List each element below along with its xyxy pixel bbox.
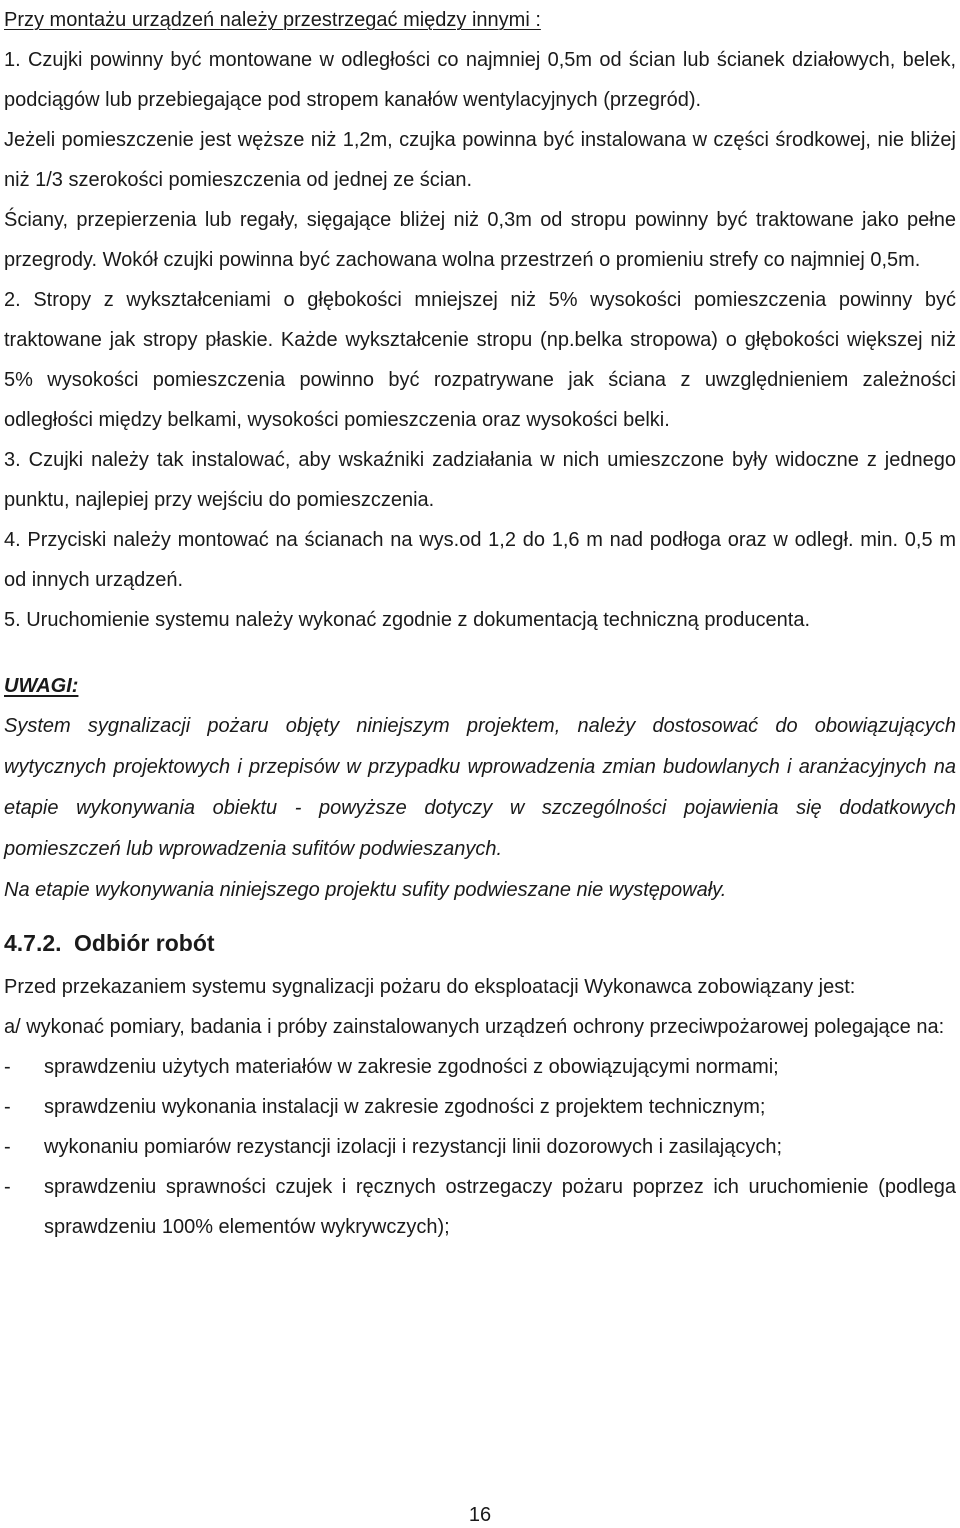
document-page [4,0,956,1247]
section-number: 4.7.2. [4,930,62,956]
list-item-text: sprawdzeniu użytych materiałów w zakresie zgodności z obowiązującymi normami; [44,1056,779,1078]
list-item [4,1047,956,1087]
check-list [4,1047,956,1247]
list-item [4,1167,956,1247]
list-marker: - [4,1056,11,1078]
intro-line: Przy montażu urządzeń należy przestrzegać między innymi : [4,9,541,31]
section-intro: Przed przekazaniem systemu sygnalizacji pożaru do eksploatacji Wykonawca zobowiązany jest: [4,976,856,998]
list-item [4,1127,956,1167]
paragraph-4: 4. Przyciski należy montować na ścianach na wys.od 1,2 do 1,6 m nad podłoga oraz w odległ. min. 0,5 m od innych urządzeń. [4,529,956,591]
paragraph-2: 2. Stropy z wykształceniami o głębokości mniejszej niż 5% wysokości pomieszczenia powinny być traktowane jak stropy płaskie. Każde wykształcenie stropu (np.belka stropowa) o głębokości większej niż 5% wysokości pomieszczenia powinno być rozpatrywane jak ściana z uwzględnieniem zależności odległości między belkami, wysokości pomieszczenia oraz wysokości belki. [4,289,956,431]
list-marker: - [4,1176,11,1198]
notes-heading: UWAGI: [4,675,79,697]
list-item [4,1087,956,1127]
list-item-text: sprawdzeniu sprawności czujek i ręcznych ostrzegaczy pożaru poprzez ich uruchomienie (podlega sprawdzeniu 100% elementów wykrywczych); [44,1176,956,1238]
paragraph-1b: Jeżeli pomieszczenie jest węższe niż 1,2m, czujka powinna być instalowana w części środkowej, nie bliżej niż 1/3 szerokości pomieszczenia od jednej ze ścian. [4,129,956,191]
notes-text: System sygnalizacji pożaru objęty niniejszym projektem, należy dostosować do obowiązujących wytycznych projektowych i przepisów w przypadku wprowadzenia zmian budowlanych i aranżacyjnych na etapie wykonywania obiektu - powyższe dotyczy w szczególności pojawienia się dodatkowych pomieszczeń lub wprowadzenia sufitów podwieszanych. [4,715,956,860]
list-marker: - [4,1096,11,1118]
list-item-text: wykonaniu pomiarów rezystancji izolacji i rezystancji linii dozorowych i zasilających; [44,1136,783,1158]
page-number: 16 [468,1504,492,1526]
section-heading [4,919,956,967]
paragraph-1: 1. Czujki powinny być montowane w odległości co najmniej 0,5m od ścian lub ścianek działowych, belek, podciągów lub przebiegające pod stropem kanałów wentylacyjnych (przegród). [4,49,956,111]
list-marker: - [4,1136,11,1158]
list-item-text: sprawdzeniu wykonania instalacji w zakresie zgodności z projektem technicznym; [44,1096,766,1118]
paragraph-3: 3. Czujki należy tak instalować, aby wskaźniki zadziałania w nich umieszczone były widoczne z jednego punktu, najlepiej przy wejściu do pomieszczenia. [4,449,956,511]
notes-text-2: Na etapie wykonywania niniejszego projektu sufity podwieszane nie występowały. [4,879,727,901]
section-item-a: a/ wykonać pomiary, badania i próby zainstalowanych urządzeń ochrony przeciwpożarowej polegające na: [4,1016,945,1038]
paragraph-5: 5. Uruchomienie systemu należy wykonać zgodnie z dokumentacją techniczną producenta. [4,609,810,631]
section-title: Odbiór robót [74,930,215,956]
paragraph-1c: Ściany, przepierzenia lub regały, sięgające bliżej niż 0,3m od stropu powinny być traktowane jako pełne przegrody. Wokół czujki powinna być zachowana wolna przestrzeń o promieniu strefy co najmniej 0,5m. [4,209,956,271]
